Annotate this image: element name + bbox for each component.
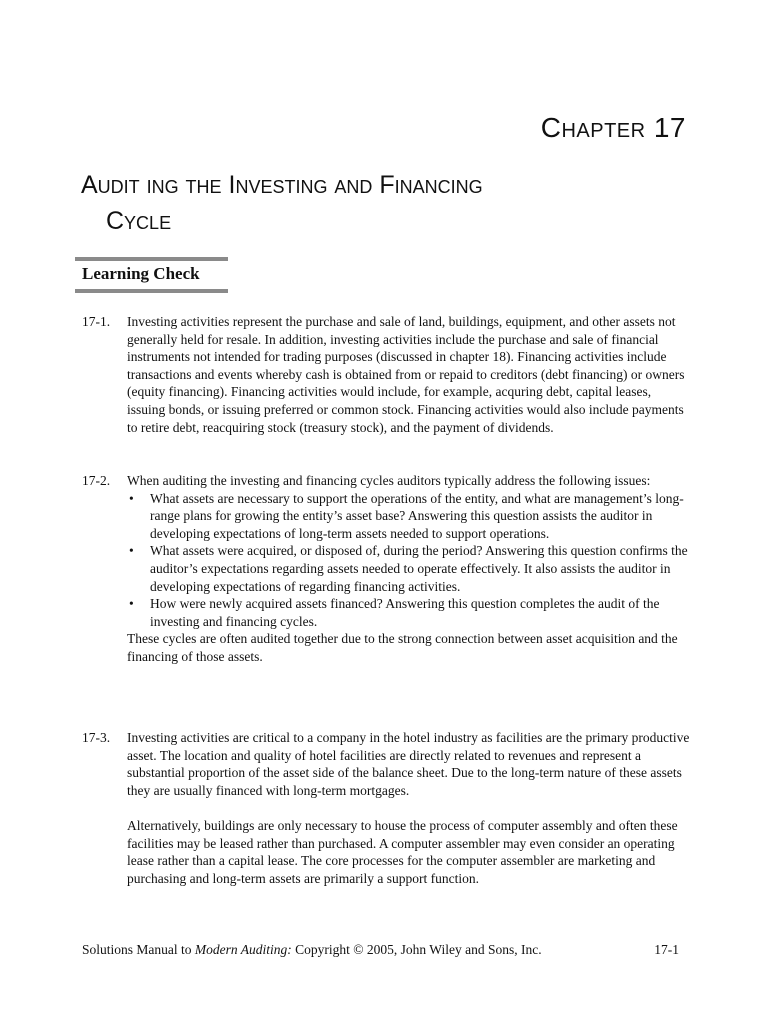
page-footer (82, 942, 679, 958)
chapter-title-line2: Cycle (106, 207, 172, 235)
item-number: 17-3. (82, 730, 111, 745)
footer-prefix: Solutions Manual to (82, 942, 195, 957)
page-number: 17-1 (654, 942, 679, 957)
learning-check-bottom-rule (75, 289, 228, 293)
chapter-title-line1: Audit ing the Investing and Financing (81, 171, 483, 199)
item-17-2 (82, 472, 690, 666)
item-text: Investing activities represent the purchase and sale of land, buildings, equipment, and other assets not generally held for resale. In addition, investing activities include the purchase and sale of financial instruments not intended for trading purposes (discussed in chapter 18). Financing activities include transactions and events whereby cash is obtained from or repaid to creditors (debt financing) or owners (equity financing). Financing activities would include, for example, acquring debt, capital leases, issuing bonds, or issuing preferred or common stock. Financing activities would also include payments to retire debt, reacquiring stock (treasury stock), and the payment of dividends. (127, 314, 685, 435)
footer-copyright: Copyright © 2005, John Wiley and Sons, Inc. (291, 942, 542, 957)
item-number: 17-1. (82, 314, 111, 329)
learning-check-top-rule (75, 257, 228, 261)
chapter-title (81, 167, 701, 239)
item-17-3 (82, 729, 690, 887)
item-closing: These cycles are often audited together due to the strong connection between asset acquisition and the financing of those assets. (127, 631, 678, 664)
list-item: • How were newly acquired assets financed? Answering this question completes the audit of the investing and financing cycles. (127, 595, 690, 630)
item-intro: When auditing the investing and financing cycles auditors typically address the following issues: (127, 473, 651, 488)
learning-check-heading: Learning Check (82, 264, 200, 283)
list-item: • What assets are necessary to support the operations of the entity, and what are management’s long-range plans for growing the entity’s asset base? Answering this question assists the auditor in developing expectations of long-term assets needed to support operations. (127, 490, 690, 543)
item-17-1 (82, 313, 690, 436)
footer-book-title: Modern Auditing: (194, 942, 292, 957)
list-item: • What assets were acquired, or disposed of, during the period? Answering this question confirms the auditor’s expectations regarding assets needed to operate effectively. It also assists the auditor in developing expectations of regarding financing activities. (127, 542, 690, 595)
item-paragraph: Investing activities are critical to a company in the hotel industry as facilities are the primary productive asset. The location and quality of hotel facilities are directly related to revenues and represent a substantial proportion of the asset side of the balance sheet. Due to the long-term nature of these assets they are usually financed with long-term mortgages. (127, 730, 690, 798)
item-number: 17-2. (82, 473, 111, 488)
issue-list (127, 490, 690, 631)
chapter-label: Chapter 17 (540, 112, 686, 143)
item-paragraph: Alternatively, buildings are only necessary to house the process of computer assembly and often these facilities may be leased rather than purchased. A computer assembler may even consider an operating lease rather than a capital lease. The core processes for the computer assembler are marketing and purchasing and long-term assets are primarily a support function. (127, 817, 678, 886)
